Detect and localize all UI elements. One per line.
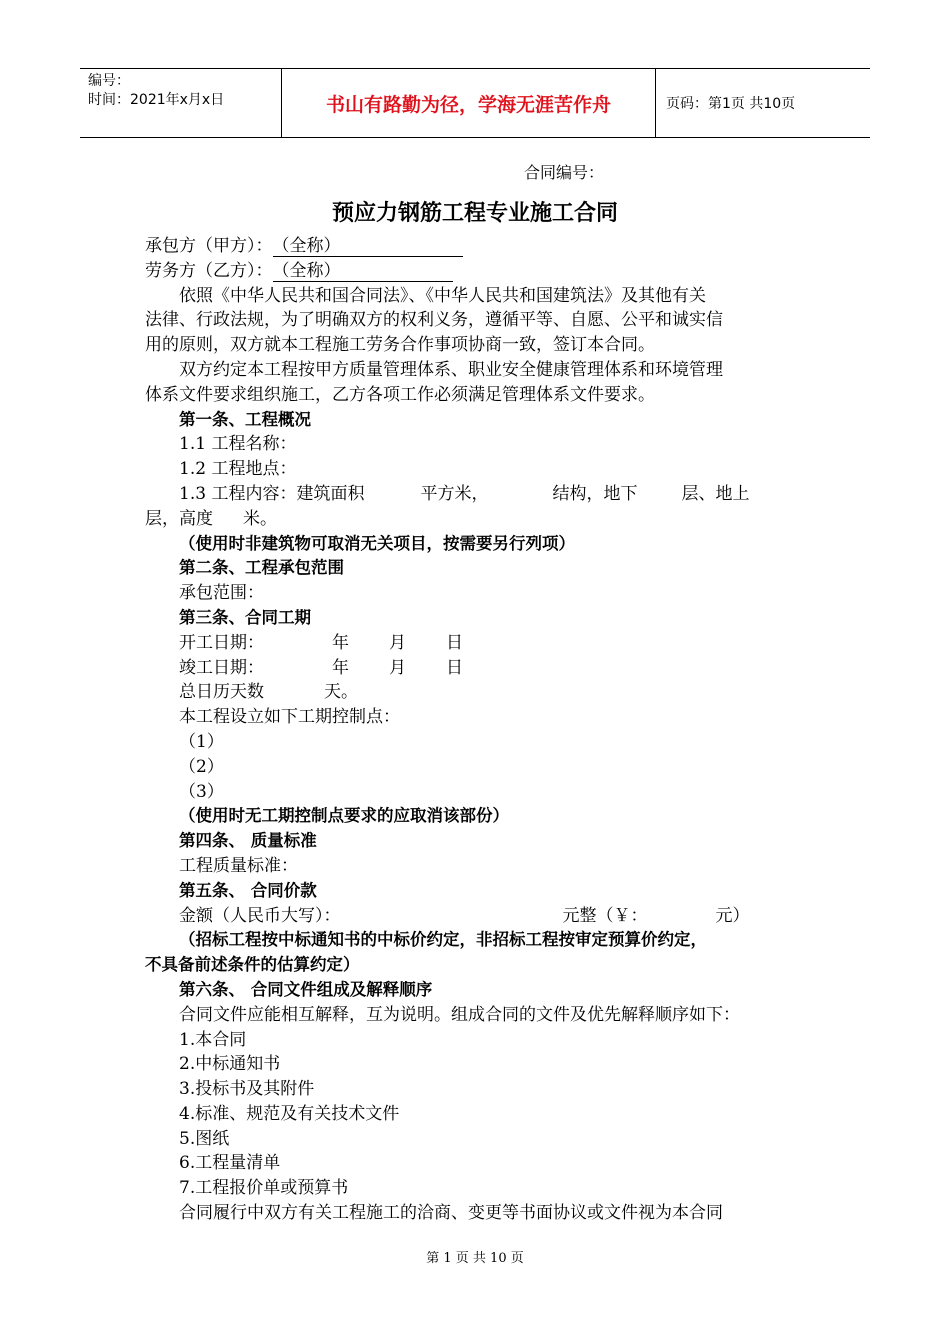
milestone-2: （2） xyxy=(179,756,224,777)
end-month: 月 xyxy=(389,657,406,678)
project-name-line: 1.1 工程名称： xyxy=(179,434,297,455)
scope-line: 承包范围： xyxy=(179,583,264,604)
article-1-heading: 第一条、工程概况 xyxy=(179,409,311,429)
intro-p2-line1: 双方约定本工程按甲方质量管理体系、职业安全健康管理体系和环境管理 xyxy=(179,359,723,380)
party-b-value: （全称） xyxy=(273,261,453,282)
article-4-heading: 第四条、 质量标准 xyxy=(179,831,317,851)
amount-line xyxy=(145,904,810,929)
contract-number-label: 合同编号： xyxy=(524,163,605,182)
end-year: 年 xyxy=(332,657,349,678)
end-date-line xyxy=(145,656,810,681)
article-2-heading: 第二条、工程承包范围 xyxy=(179,558,344,578)
start-year: 年 xyxy=(332,632,349,653)
milestones-intro: 本工程设立如下工期控制点： xyxy=(179,707,400,728)
content-sqm-label: 平方米， xyxy=(420,483,489,504)
content-structure-label: 结构，地下 xyxy=(552,483,638,504)
party-b-label: 劳务方（乙方）： xyxy=(145,260,273,281)
list-item: 6.工程量清单 xyxy=(179,1153,281,1174)
document-title: 预应力钢筋工程专业施工合同 xyxy=(331,200,618,226)
header-meta xyxy=(80,69,282,137)
project-height-line xyxy=(145,507,810,532)
start-month: 月 xyxy=(389,632,406,653)
number-label: 编号： xyxy=(88,73,130,89)
time-label: 时间：2021年x月x日 xyxy=(88,92,225,108)
list-item: 1.本合同 xyxy=(179,1029,247,1050)
start-date-line xyxy=(145,631,810,656)
document-body xyxy=(145,234,810,1226)
page-footer: 第 1 页 共 10 页 xyxy=(426,1251,524,1266)
list-item: 5.图纸 xyxy=(179,1128,230,1149)
header-page-info: 页码：第1页 共10页 xyxy=(666,96,796,112)
content-area-label: 1.3 工程内容：建筑面积 xyxy=(179,483,365,504)
content-floors-label: 层、地上 xyxy=(681,483,750,504)
article-5-note-line1: （招标工程按中标通知书的中标价约定，非招标工程按审定预算价约定， xyxy=(179,930,707,950)
party-b-line xyxy=(145,259,810,284)
list-item: 2.中标通知书 xyxy=(179,1054,281,1075)
list-item: 4.标准、规范及有关技术文件 xyxy=(179,1103,400,1124)
article-1-note: （使用时非建筑物可取消无关项目，按需要另行列项） xyxy=(179,533,575,553)
article-5-heading: 第五条、 合同价款 xyxy=(179,880,317,900)
article-6-heading: 第六条、 合同文件组成及解释顺序 xyxy=(179,979,433,999)
article-6-intro: 合同文件应能相互解释，互为说明。组成合同的文件及优先解释顺序如下： xyxy=(179,1004,740,1025)
party-a-value: （全称） xyxy=(273,236,463,257)
header-motto: 书山有路勤为径，学海无涯苦作舟 xyxy=(282,69,656,137)
intro-p1-line1: 依照《中华人民共和国合同法》、《中华人民共和国建筑法》及其他有关 xyxy=(179,285,706,306)
amount-close-label: 元） xyxy=(715,905,750,926)
project-location-line: 1.2 工程地点： xyxy=(179,459,297,480)
quality-standard-line: 工程质量标准： xyxy=(179,855,298,876)
article-5-note-line2: 不具备前述条件的估算约定） xyxy=(145,955,360,975)
article-6-tail: 合同履行中双方有关工程施工的洽商、变更等书面协议或文件视为本合同 xyxy=(179,1203,723,1224)
intro-p1-line2: 法律、行政法规，为了明确双方的权利义务，遵循平等、自愿、公平和诚实信 xyxy=(145,310,723,331)
content-height-label: 层，高度 xyxy=(145,508,213,529)
article-3-heading: 第三条、合同工期 xyxy=(179,607,311,627)
project-content-line xyxy=(145,482,810,507)
party-a-line xyxy=(145,234,810,259)
start-day: 日 xyxy=(446,632,463,653)
party-a-label: 承包方（甲方）： xyxy=(145,236,273,256)
article-3-note: （使用时无工期控制点要求的应取消该部份） xyxy=(179,806,509,826)
milestone-1: （1） xyxy=(179,731,224,752)
header-table xyxy=(80,68,870,138)
end-day: 日 xyxy=(446,657,463,678)
end-date-label: 竣工日期： xyxy=(179,657,264,678)
total-days-line xyxy=(145,680,810,705)
content-meter-label: 米。 xyxy=(243,508,277,529)
amount-yuan-label: 元整（￥： xyxy=(562,905,648,926)
intro-p1-line3: 用的原则，双方就本工程施工劳务合作事项协商一致，签订本合同。 xyxy=(145,335,655,356)
intro-p2-line2: 体系文件要求组织施工，乙方各项工作必须满足管理体系文件要求。 xyxy=(145,384,655,405)
start-date-label: 开工日期： xyxy=(179,632,264,653)
list-item: 7.工程报价单或预算书 xyxy=(179,1178,349,1199)
milestone-3: （3） xyxy=(179,781,224,802)
list-item: 3.投标书及其附件 xyxy=(179,1079,315,1100)
amount-label: 金额（人民币大写）： xyxy=(179,905,341,926)
total-days-unit: 天。 xyxy=(324,682,358,703)
total-days-label: 总日历天数 xyxy=(179,682,264,703)
